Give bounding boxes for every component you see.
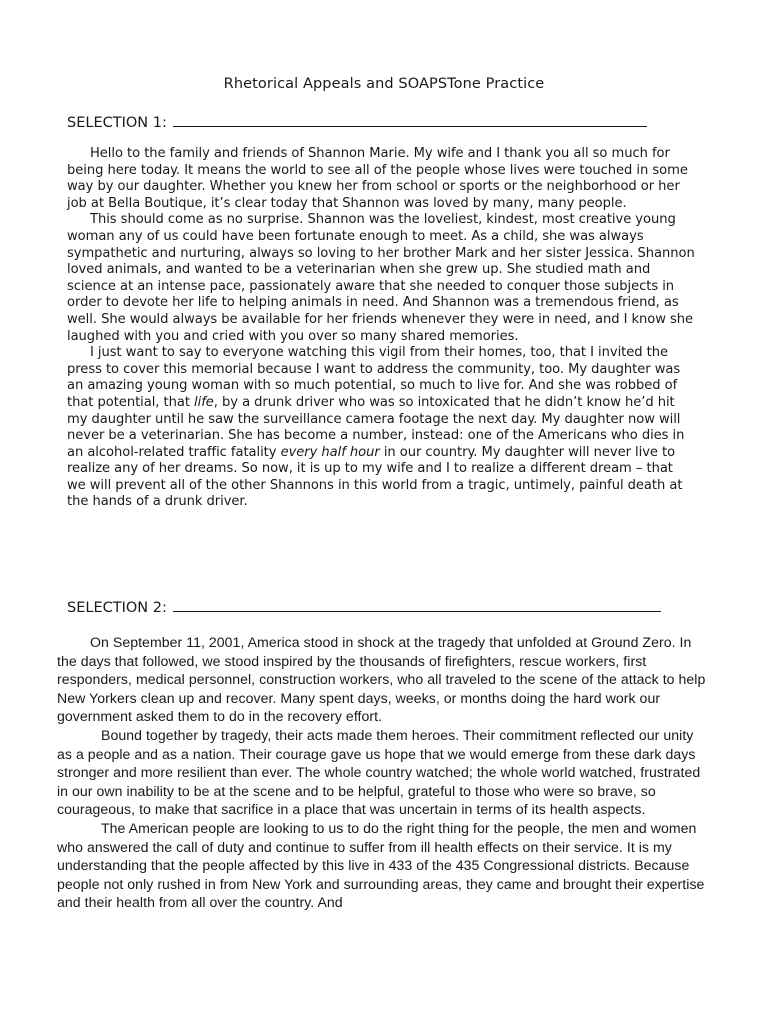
text-run: On September 11, 2001, America stood in shock at the tragedy that unfolded at Ground Zero. In the days that followed, we stood inspired by the thousands of firefighters, rescue workers, first responders, medical personnel, construction workers, who all traveled to the scene of the attack to help New Yorkers clean up and recover. Many spent days, weeks, or months doing the hard work our government asked them to do in the recovery effort. [57,634,706,725]
text-run: in our country. My daughter will never live to realize any of her dreams. So now, it is up to my wife and I to realize a different dream – that we will prevent all of the other Shannons in this world from a tragic, untimely, painful death at the hands of a drunk driver. [67,444,683,510]
selection-1-text [67,146,695,511]
selection-1-paragraph [67,345,695,511]
text-run: Bound together by tragedy, their acts made them heroes. Their commitment reflected our unity as a people and as a nation. Their courage gave us hope that we would emerge from these dark days stronger and more resilient than ever. The whole country watched; the whole world watched, frustrated in our own inability to be at the scene and to be helpful, grateful to those who were so brave, so courageous, to make that sacrifice in a place that was uncertain in terms of its health aspects. [57,726,701,818]
selection-2-blank-line [173,597,661,612]
selection-1-paragraph [67,212,695,345]
page-title: Rhetorical Appeals and SOAPSTone Practice [223,76,545,92]
selection-2-paragraph [57,726,707,819]
selection-2-text [57,633,707,912]
selection-2-paragraph [57,819,707,912]
selection-1-blank-line [173,112,647,127]
text-run: This should come as no surprise. Shannon was the loveliest, kindest, most creative young woman any of us could have been fortunate enough to meet. As a child, she was always sympathetic and nurturing, always so loving to her brother Mark and her sister Jessica. Shannon loved animals, and wanted to be a veterinarian when she grew up. She studied math and science at an intense pace, passionately aware that she needed to conquer those subjects in order to devote her life to helping animals in need. And Shannon was a tremendous friend, as well. She would always be available for her friends whenever they were in need, and I know she laughed with you and cried with you over so many shared memories. [67,212,695,344]
text-run: Hello to the family and friends of Shannon Marie. My wife and I thank you all so much for being here today. It means the world to see all of the people whose lives were touched in some way by our daughter. Whether you knew her from school or sports or the neighborhood or her job at Bella Boutique, it’s clear today that Shannon was loved by many, many people. [67,146,688,211]
selection-1-label: SELECTION 1: [67,115,167,131]
selection-1-paragraph [67,146,695,212]
selection-2-label: SELECTION 2: [67,600,167,616]
selection-2-paragraph [57,633,707,726]
italic-text-run: every half hour [280,444,380,460]
text-run: The American people are looking to us to do the right thing for the people, the men and women who answered the call of duty and continue to suffer from ill health effects on their service. It is my understanding that the people affected by this live in 433 of the 435 Congressional districts. Because people not only rushed in from New York and surrounding areas, they came and brought their expertise and their health from all over the country. And [57,819,705,911]
text-run: I just want to say to everyone watching this vigil from their homes, too, that I invited the press to cover this memorial because I want to address the community, too. My daughter was an amazing young woman with so much potential, so much to live for. And she was robbed of that potential, that [67,345,681,410]
italic-text-run: life [194,394,214,410]
text-run: , by a drunk driver who was so intoxicated that he didn’t know he’d hit my daughter until he saw the surveillance camera footage the next day. My daughter now will never be a veterinarian. She has become a number, instead: one of the Americans who dies in an alcohol-related traffic fatality [67,394,685,460]
selection-1-heading [67,112,647,131]
selection-2-heading [67,597,661,616]
